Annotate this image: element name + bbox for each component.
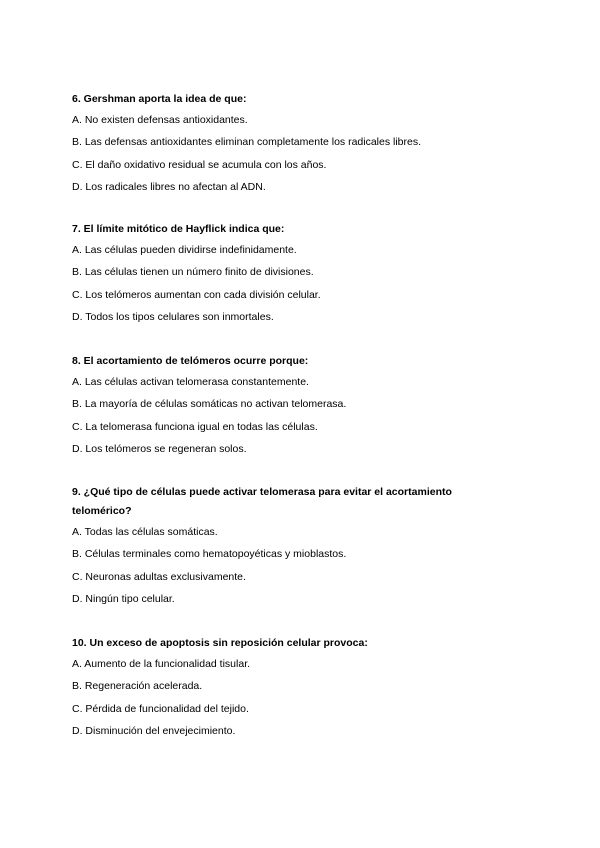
question-10 xyxy=(72,633,542,742)
option-d: D. Los telómeros se regeneran solos. xyxy=(72,442,247,455)
option-c: C. El daño oxidativo residual se acumula con los años. xyxy=(72,158,327,171)
question-title-line-2: telomérico? xyxy=(72,505,132,517)
option-a: A. Aumento de la funcionalidad tisular. xyxy=(72,658,251,670)
question-7 xyxy=(72,219,542,328)
option-b: B. Las defensas antioxidantes eliminan completamente los radicales libres. xyxy=(72,136,422,149)
option-c: C. Neuronas adultas exclusivamente. xyxy=(72,570,246,583)
question-title: 10. Un exceso de apoptosis sin reposición celular provoca: xyxy=(72,637,368,649)
option-c: C. Pérdida de funcionalidad del tejido. xyxy=(72,702,249,715)
question-6 xyxy=(72,89,542,198)
option-a: A. Todas las células somáticas. xyxy=(72,526,218,538)
option-c: C. La telomerasa funciona igual en todas las células. xyxy=(72,420,318,433)
question-title: 7. El límite mitótico de Hayflick indica que: xyxy=(72,223,285,235)
option-d: D. Los radicales libres no afectan al ADN. xyxy=(72,180,266,193)
option-c: C. Los telómeros aumentan con cada división celular. xyxy=(72,288,321,301)
option-a: A. Las células pueden dividirse indefinidamente. xyxy=(72,244,297,256)
option-a: A. No existen defensas antioxidantes. xyxy=(72,114,248,126)
question-title-line-1: 9. ¿Qué tipo de células puede activar telomerasa para evitar el acortamiento xyxy=(72,486,452,498)
option-b: B. Regeneración acelerada. xyxy=(72,680,203,693)
option-b: B. La mayoría de células somáticas no activan telomerasa. xyxy=(72,398,347,411)
question-title: 6. Gershman aporta la idea de que: xyxy=(72,93,247,105)
option-a: A. Las células activan telomerasa constantemente. xyxy=(72,376,309,388)
question-9 xyxy=(72,483,542,610)
option-d: D. Disminución del envejecimiento. xyxy=(72,724,236,737)
question-8 xyxy=(72,351,542,460)
option-b: B. Células terminales como hematopoyéticas y mioblastos. xyxy=(72,548,347,561)
question-title: 8. El acortamiento de telómeros ocurre porque: xyxy=(72,355,309,367)
option-d: D. Todos los tipos celulares son inmortales. xyxy=(72,310,274,323)
option-b: B. Las células tienen un número finito de divisiones. xyxy=(72,266,314,279)
option-d: D. Ningún tipo celular. xyxy=(72,592,175,605)
